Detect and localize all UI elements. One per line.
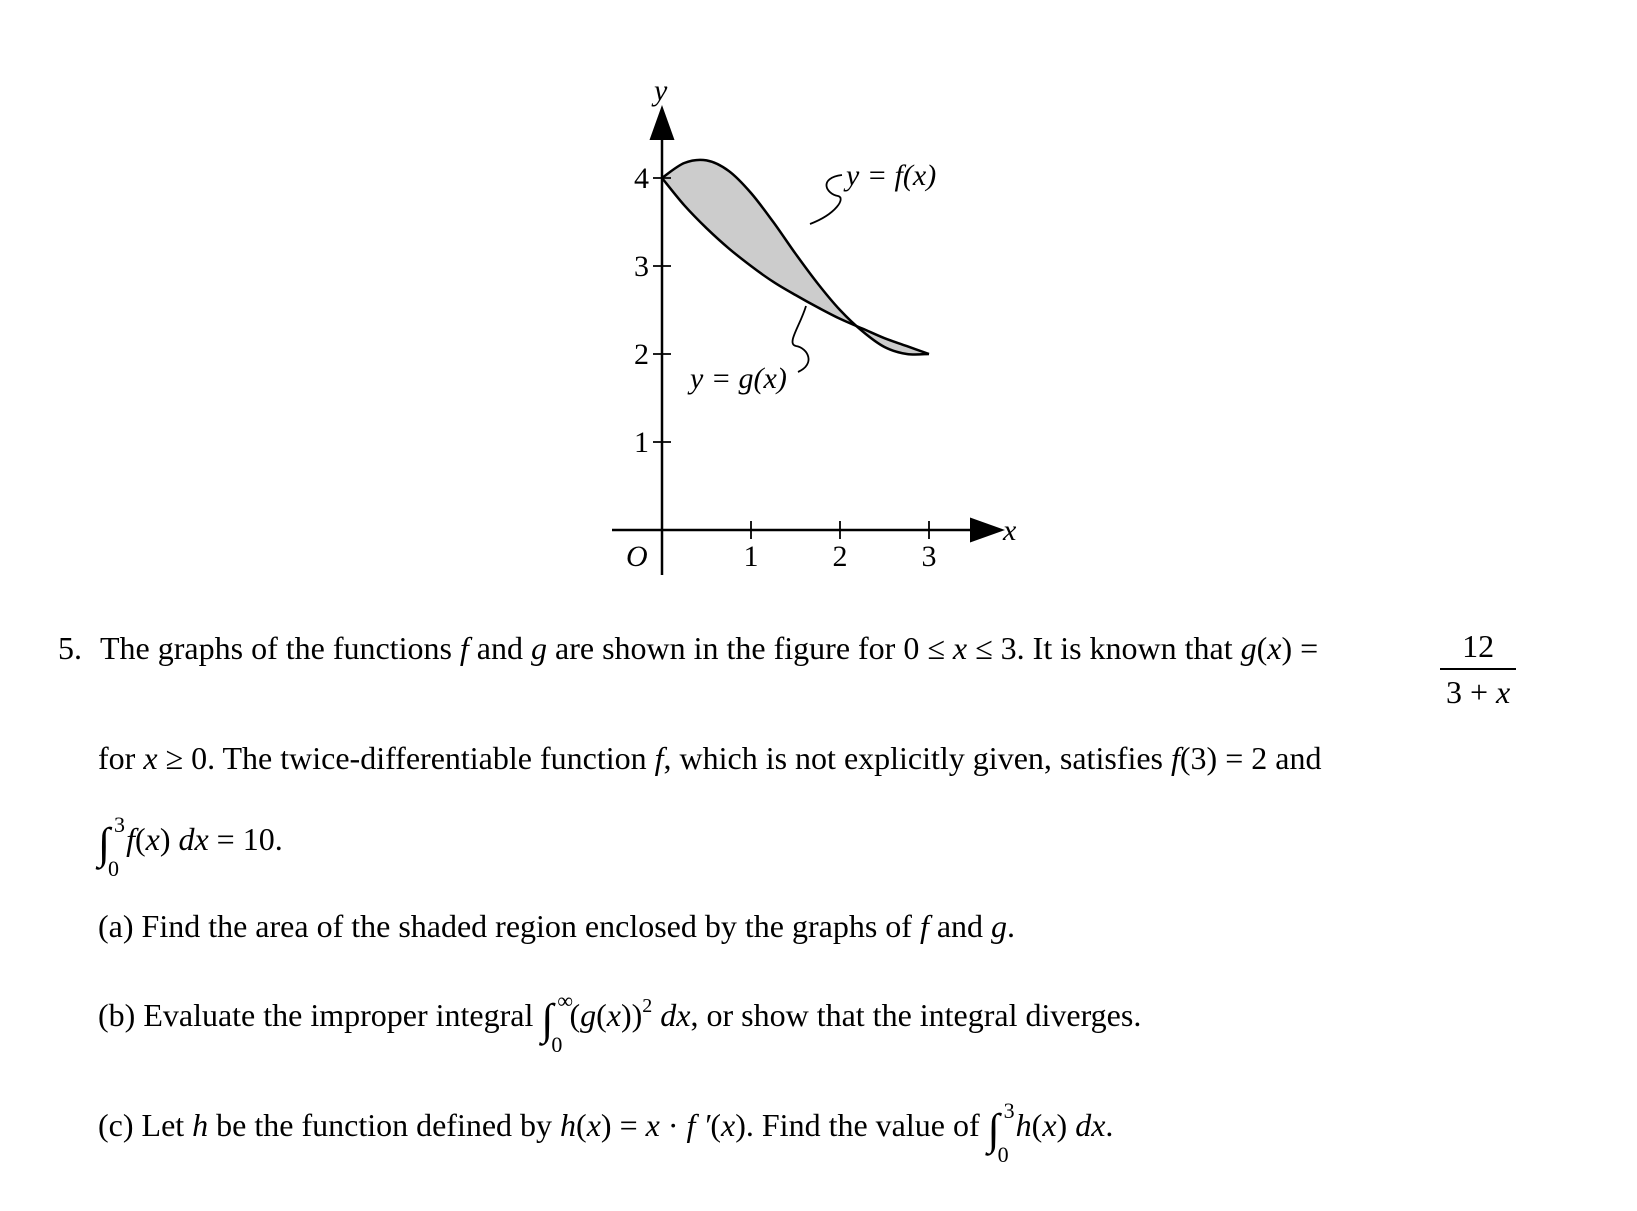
text: The graphs of the functions xyxy=(100,630,460,666)
upper-limit: 3 xyxy=(114,812,125,837)
text: ) = xyxy=(1281,630,1319,666)
part-b-label: (b) xyxy=(98,997,136,1033)
text: dx xyxy=(1075,1107,1106,1143)
y-axis-label: y xyxy=(654,74,668,107)
lower-limit: 0 xyxy=(551,1032,563,1057)
text: ). Find the value of xyxy=(735,1107,988,1143)
part-a-label: (a) xyxy=(98,908,134,944)
text: x xyxy=(1496,674,1511,710)
text: ( xyxy=(710,1107,722,1143)
text: ( xyxy=(569,997,581,1033)
problem-line-2 xyxy=(98,742,1321,774)
text: ( xyxy=(576,1107,587,1143)
text: f xyxy=(654,740,664,776)
problem-number: 5. xyxy=(58,630,82,666)
fraction-numerator: 12 xyxy=(1462,628,1495,664)
text: ≥ 0. The twice-differentiable function xyxy=(157,740,655,776)
g-label-leader xyxy=(793,306,809,372)
fraction-denominator xyxy=(1440,668,1516,708)
text: ( xyxy=(134,821,146,857)
text: x xyxy=(586,1107,601,1143)
text: x xyxy=(145,821,160,857)
text: ) = xyxy=(600,1107,646,1143)
text: (3) = 2 and xyxy=(1179,740,1322,776)
text: and xyxy=(928,908,992,944)
integral-0-to-3 xyxy=(98,812,125,881)
text: h xyxy=(192,1107,209,1143)
x-tick-label: 1 xyxy=(743,540,759,573)
text: f xyxy=(1170,740,1180,776)
text: h xyxy=(560,1107,577,1143)
text: f xyxy=(126,821,135,857)
text: and xyxy=(468,630,531,666)
origin-label: O xyxy=(626,540,648,573)
text: ( xyxy=(1031,1107,1043,1143)
integral-0-to-3 xyxy=(987,1098,1015,1167)
text: . xyxy=(1105,1107,1114,1143)
text: are shown in the figure for 0 ≤ xyxy=(547,630,953,666)
text: f xyxy=(919,908,929,944)
part-b xyxy=(98,988,1142,1057)
text: Evaluate the improper integral xyxy=(135,997,542,1033)
exponent: 2 xyxy=(642,995,653,1017)
text: Find the area of the shaded region enclosed by the graphs of xyxy=(133,908,920,944)
part-c xyxy=(98,1098,1114,1167)
x-tick-label: 2 xyxy=(832,540,848,573)
lower-limit: 0 xyxy=(108,856,119,881)
problem-line-1 xyxy=(58,632,1318,664)
upper-limit: ∞ xyxy=(557,988,574,1013)
text: g xyxy=(580,997,597,1033)
text: 3 + xyxy=(1446,674,1497,710)
integral-sign: ∫ xyxy=(987,1105,1000,1154)
upper-limit: 3 xyxy=(1003,1098,1015,1123)
text: for xyxy=(98,740,144,776)
text: x xyxy=(1267,630,1282,666)
text: dx xyxy=(652,997,691,1033)
text: f ′ xyxy=(686,1107,711,1143)
text: ≤ 3. It is known that xyxy=(967,630,1241,666)
text: x xyxy=(645,1107,660,1143)
x-tick-label: 3 xyxy=(921,540,937,573)
text: x xyxy=(1042,1107,1057,1143)
text: be the function defined by xyxy=(208,1107,561,1143)
text: x xyxy=(952,630,968,666)
text: · xyxy=(659,1107,687,1143)
text: g xyxy=(531,630,547,666)
integral-0-to-infinity xyxy=(541,988,574,1057)
text: x xyxy=(721,1107,736,1143)
y-tick-label: 2 xyxy=(634,338,649,371)
y-tick-label: 4 xyxy=(634,162,649,195)
text: dx xyxy=(178,821,209,857)
fraction-12-over-3-plus-x xyxy=(1440,630,1516,708)
text: = 10. xyxy=(208,821,283,857)
text: ) xyxy=(1056,1107,1076,1143)
part-a xyxy=(98,910,1015,942)
text: ) xyxy=(159,821,179,857)
text: g xyxy=(991,908,1008,944)
f-curve-label: y = f(x) xyxy=(846,159,937,192)
f-label-leader xyxy=(810,175,842,224)
text: )) xyxy=(620,997,643,1033)
text: ( xyxy=(1256,630,1268,666)
integral-sign: ∫ xyxy=(541,995,554,1044)
problem-line-3 xyxy=(98,812,283,881)
text: , or show that the integral diverges. xyxy=(690,997,1142,1033)
lower-limit: 0 xyxy=(997,1142,1009,1167)
text: f xyxy=(459,630,469,666)
text: x xyxy=(143,740,158,776)
g-curve-label: y = g(x) xyxy=(690,362,787,395)
text: Let xyxy=(133,1107,193,1143)
part-c-label: (c) xyxy=(98,1107,134,1143)
text: h xyxy=(1015,1107,1032,1143)
text: , which is not explicitly given, satisfies xyxy=(663,740,1171,776)
text: g xyxy=(1240,630,1257,666)
integral-sign: ∫ xyxy=(98,819,111,868)
text: x xyxy=(606,997,621,1033)
x-axis-label: x xyxy=(1003,514,1017,547)
y-tick-label: 1 xyxy=(634,426,649,459)
text: ( xyxy=(596,997,607,1033)
y-tick-label: 3 xyxy=(634,250,649,283)
text: . xyxy=(1007,908,1016,944)
